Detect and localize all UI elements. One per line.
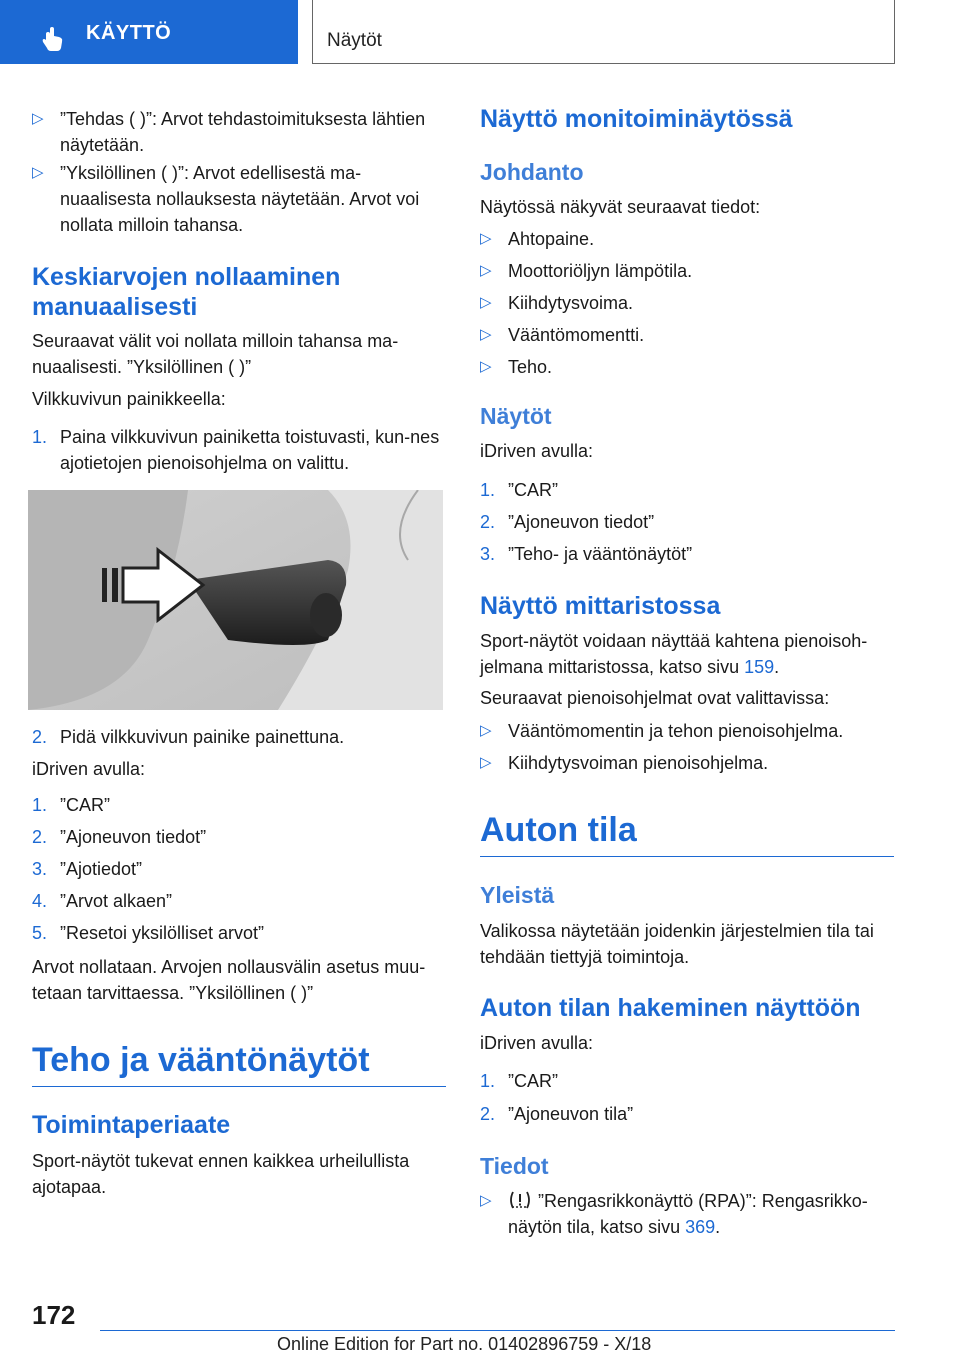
footer-divider — [100, 1330, 895, 1331]
paragraph: iDriven avulla: — [32, 759, 146, 779]
list-item: 4. ”Arvot alkaen” — [32, 891, 173, 911]
list-item: 1. ”CAR” — [32, 795, 110, 815]
bullet-marker: ▷ — [480, 1192, 492, 1209]
list-item: 2. ”Ajoneuvon tiedot” — [32, 827, 207, 847]
bullet-marker: ▷ — [480, 294, 492, 311]
list-item: ▷ ”Yksilöllinen ( )”: Arvot edellisestä ma-nuaalisesta nollauksesta näytetään. Arvot voi nollata milloin tahansa. — [32, 160, 446, 238]
section-title: KÄYTTÖ — [86, 22, 172, 44]
bullet-marker: ▷ — [480, 262, 492, 279]
list-item: ▷ Kiihdytysvoiman pienoisohjelma. — [480, 750, 894, 776]
paragraph: iDriven avulla: — [480, 441, 594, 461]
list-item: 1. ”CAR” — [480, 480, 558, 500]
list-item: ▷ Ahtopaine. — [480, 226, 894, 252]
turn-signal-lever-illustration — [28, 490, 443, 710]
bullet-marker: ▷ — [480, 754, 492, 771]
heading-fetch: Auton tilan hakeminen näyttöön — [480, 994, 861, 1022]
page-link[interactable]: 369 — [685, 1217, 716, 1237]
paragraph: iDriven avulla: — [480, 1033, 594, 1053]
subheading-info: Tiedot — [480, 1153, 549, 1179]
list-item: 1. Paina vilkkuvivun painiketta toistuvasti, kun-nes ajotietojen pienoisohjelma on valittu. — [32, 427, 440, 473]
bullet-marker: ▷ — [480, 358, 492, 375]
list-item: 5. ”Resetoi yksilölliset arvot” — [32, 923, 265, 943]
list-item: ▷ ”Tehdas ( )”: Arvot tehdastoimituksesta lähtien näytetään. — [32, 106, 446, 158]
list-item: 2. Pidä vilkkuvivun painike painettuna. — [32, 727, 345, 747]
section-tab — [0, 0, 298, 64]
chapter-header — [312, 0, 895, 64]
paragraph: Valikossa näytetään joidenkin järjestelmien tila tai tehdään tiettyjä toimintoja. — [480, 921, 874, 967]
list-item: ▷ Kiihdytysvoima. — [480, 290, 894, 316]
list-item: 3. ”Ajotiedot” — [32, 859, 143, 879]
heading-multi: Näyttö monitoiminäytössä — [480, 105, 793, 133]
bullet-marker: ▷ — [480, 230, 492, 247]
subheading-general: Yleistä — [480, 882, 555, 908]
bullet-marker: ▷ — [32, 164, 44, 181]
lever-image — [28, 490, 443, 710]
paragraph: Seuraavat välit voi nollata milloin tahansa ma-nuaalisesti. ”Yksilöllinen ( )” — [32, 331, 399, 377]
heading-principle: Toimintaperiaate — [32, 1111, 231, 1139]
bullet-marker: ▷ — [32, 110, 44, 127]
heading-reset: Keskiarvojen nollaaminen manuaalisesti — [32, 263, 341, 321]
list-item: ▷ Teho. — [480, 354, 894, 380]
bullet-marker: ▷ — [480, 326, 492, 343]
footer-edition: Online Edition for Part no. 01402896759 - X/18 — [277, 1334, 652, 1354]
list-item: ▷ Moottoriöljyn lämpötila. — [480, 258, 894, 284]
paragraph: Vilkkuvivun painikkeella: — [32, 389, 226, 409]
paragraph: Sport-näytöt tukevat ennen kaikkea urheilullista ajotapaa. — [32, 1151, 410, 1197]
list-item: 1. ”CAR” — [480, 1071, 558, 1091]
list-item: ▷ ”Rengasrikkonäyttö (RPA)”: Rengasrikko-näytön tila, katso sivu 369. — [480, 1188, 894, 1240]
chapter-heading: Auton tila — [480, 808, 894, 857]
list-item: 3. ”Teho- ja vääntönäytöt” — [480, 544, 693, 564]
paragraph: Sport-näytöt voidaan näyttää kahtena pienoisoh-jelmana mittaristossa, katso sivu 159. — [480, 631, 868, 677]
page-link[interactable]: 159 — [744, 657, 775, 677]
heading-cluster: Näyttö mittaristossa — [480, 592, 721, 620]
list-item: 2. ”Ajoneuvon tila” — [480, 1104, 634, 1124]
tire-warning-icon — [508, 1190, 532, 1210]
chapter-title: Näytöt — [327, 30, 382, 51]
subheading-intro: Johdanto — [480, 159, 584, 185]
list-item: ▷ Vääntömomentti. — [480, 322, 894, 348]
hand-pointer-icon — [40, 26, 66, 52]
list-item: 2. ”Ajoneuvon tiedot” — [480, 512, 655, 532]
subheading-displays: Näytöt — [480, 403, 552, 429]
chapter-heading: Teho ja vääntönäytöt — [32, 1038, 446, 1087]
list-item: ▷ Vääntömomentin ja tehon pienoisohjelma. — [480, 718, 894, 744]
page-number: 172 — [32, 1300, 76, 1330]
paragraph: Näytössä näkyvät seuraavat tiedot: — [480, 197, 761, 217]
paragraph: Seuraavat pienoisohjelmat ovat valittavissa: — [480, 688, 830, 708]
bullet-marker: ▷ — [480, 722, 492, 739]
paragraph: Arvot nollataan. Arvojen nollausvälin asetus muu-tetaan tarvittaessa. ”Yksilöllinen ( )” — [32, 957, 426, 1003]
